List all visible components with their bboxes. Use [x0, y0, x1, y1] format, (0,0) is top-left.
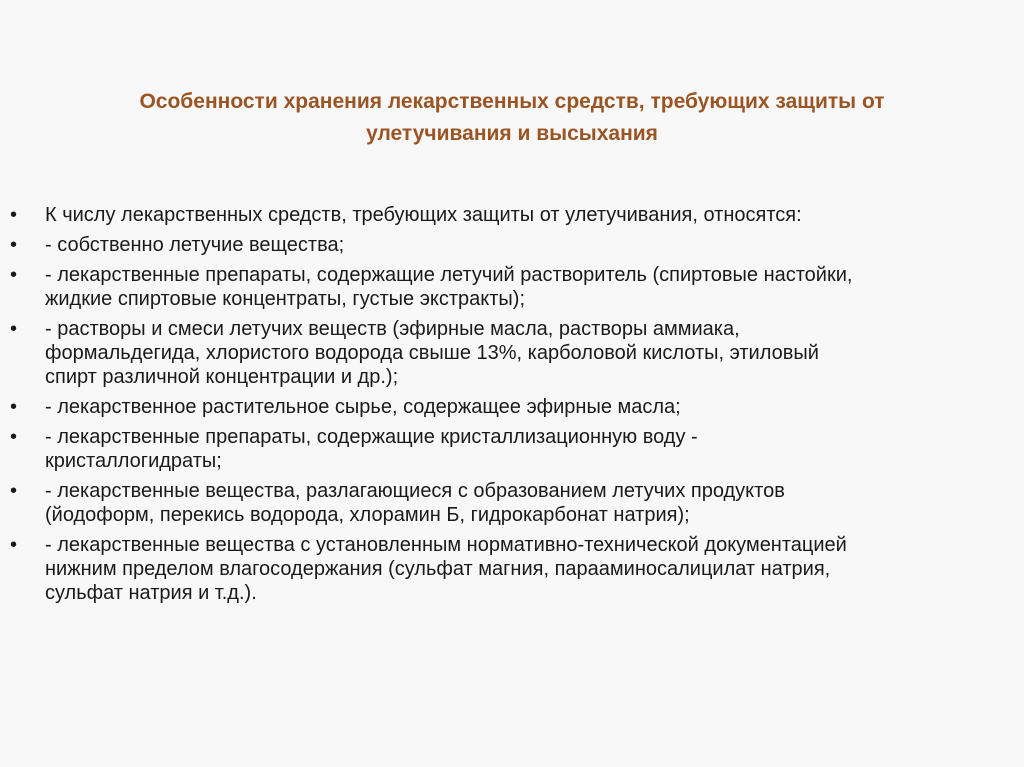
bullet-marker: •	[10, 204, 18, 226]
bullet-marker: •	[10, 264, 18, 286]
bullet-line: - лекарственные препараты, содержащие кристаллизационную воду -	[45, 426, 698, 448]
bullet-marker: •	[10, 426, 18, 448]
bullet-line: сульфат натрия и т.д.).	[45, 582, 257, 604]
bullet-marker: •	[10, 318, 18, 340]
bullet-item	[10, 533, 1000, 605]
slide-title-line: Особенности хранения лекарственных средств, требующих защиты от	[139, 90, 885, 113]
bullet-line: - собственно летучие вещества;	[45, 234, 345, 256]
bullet-text	[45, 317, 1000, 389]
bullet-line: нижним пределом влагосодержания (сульфат магния, парааминосалицилат натрия,	[45, 558, 831, 580]
slide-title-line: улетучивания и высыхания	[366, 122, 658, 145]
bullet-item	[10, 263, 1000, 311]
bullet-marker: •	[10, 534, 18, 556]
bullet-line: К числу лекарственных средств, требующих защиты от улетучивания, относятся:	[45, 204, 802, 226]
bullet-item	[10, 425, 1000, 473]
bullet-text	[45, 203, 1000, 227]
bullet-text	[45, 533, 1000, 605]
bullet-line: - лекарственные вещества, разлагающиеся с образованием летучих продуктов	[45, 480, 785, 502]
bullet-item	[10, 317, 1000, 389]
bullet-list	[10, 203, 1000, 611]
bullet-line: - лекарственные вещества с установленным нормативно-технической документацией	[45, 534, 847, 556]
bullet-text	[45, 479, 1000, 527]
bullet-marker: •	[10, 396, 18, 418]
bullet-line: формальдегида, хлористого водорода свыше 13%, карболовой кислоты, этиловый	[45, 342, 819, 364]
bullet-text	[45, 425, 1000, 473]
bullet-text	[45, 395, 1000, 419]
bullet-line: спирт различной концентрации и др.);	[45, 366, 399, 388]
bullet-text	[45, 233, 1000, 257]
bullet-line: кристаллогидраты;	[45, 450, 222, 472]
bullet-line: - лекарственное растительное сырье, содержащее эфирные масла;	[45, 396, 681, 418]
bullet-line: (йодоформ, перекись водорода, хлорамин Б, гидрокарбонат натрия);	[45, 504, 690, 526]
bullet-item	[10, 395, 1000, 419]
bullet-line: - лекарственные препараты, содержащие летучий растворитель (спиртовые настойки,	[45, 264, 853, 286]
bullet-marker: •	[10, 234, 18, 256]
bullet-item	[10, 203, 1000, 227]
bullet-item	[10, 479, 1000, 527]
bullet-line: - растворы и смеси летучих веществ (эфирные масла, растворы аммиака,	[45, 318, 740, 340]
bullet-marker: •	[10, 480, 18, 502]
bullet-text	[45, 263, 1000, 311]
bullet-line: жидкие спиртовые концентраты, густые экстракты);	[45, 288, 525, 310]
slide-title	[60, 86, 964, 150]
bullet-item	[10, 233, 1000, 257]
